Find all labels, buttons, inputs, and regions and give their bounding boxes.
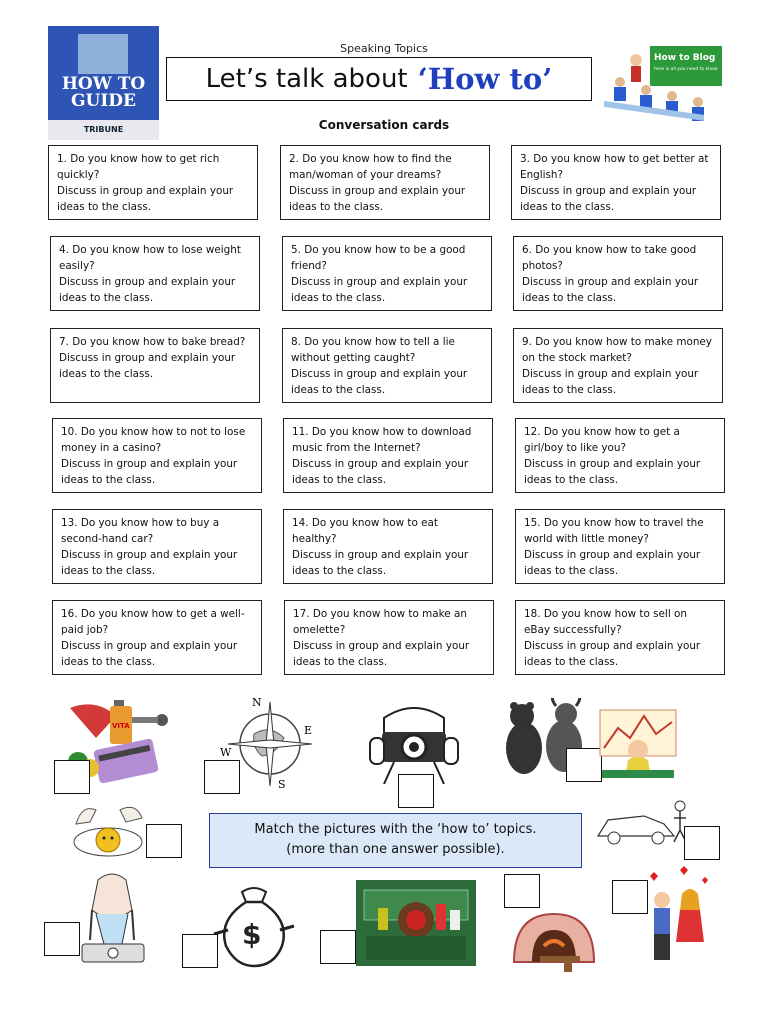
match-checkbox[interactable] bbox=[684, 826, 720, 860]
match-instruction-box bbox=[209, 813, 582, 868]
broken-egg-picture bbox=[66, 800, 150, 860]
conversation-card bbox=[50, 236, 260, 311]
cover-band: TRIBUNE bbox=[48, 120, 159, 140]
page-subtitle: Conversation cards bbox=[318, 118, 450, 132]
weight-scale-picture bbox=[68, 870, 158, 968]
conversation-card bbox=[515, 600, 725, 675]
stock-market-worker-picture bbox=[598, 708, 678, 780]
svg-text:$: $ bbox=[242, 918, 262, 951]
card-instruction: Discuss in group and explain your ideas to the class. bbox=[293, 640, 470, 668]
conversation-card bbox=[280, 145, 490, 220]
card-question: 16. Do you know how to get a well-paid job? bbox=[61, 608, 245, 636]
card-question: 1. Do you know how to get rich quickly? bbox=[57, 153, 220, 181]
page-top-label: Speaking Topics bbox=[340, 42, 428, 55]
card-question: 3. Do you know how to get better at English? bbox=[520, 153, 709, 181]
card-instruction: Discuss in group and explain your ideas to the class. bbox=[522, 368, 699, 396]
card-instruction: Discuss in group and explain your ideas to the class. bbox=[524, 640, 701, 668]
conversation-card bbox=[282, 328, 492, 403]
card-question: 10. Do you know how to not to lose money in a casino? bbox=[61, 426, 246, 454]
conversation-card bbox=[282, 236, 492, 311]
match-checkbox[interactable] bbox=[320, 930, 356, 964]
card-instruction: Discuss in group and explain your ideas to the class. bbox=[59, 352, 236, 380]
conversation-card bbox=[283, 418, 493, 493]
card-instruction: Discuss in group and explain your ideas to the class. bbox=[292, 458, 469, 486]
card-instruction: Discuss in group and explain your ideas to the class. bbox=[61, 549, 238, 577]
card-instruction: Discuss in group and explain your ideas to the class. bbox=[59, 276, 236, 304]
card-instruction: Discuss in group and explain your ideas to the class. bbox=[524, 458, 701, 486]
match-checkbox[interactable] bbox=[204, 760, 240, 794]
match-checkbox[interactable] bbox=[146, 824, 182, 858]
card-instruction: Discuss in group and explain your ideas to the class. bbox=[291, 368, 468, 396]
card-instruction: Discuss in group and explain your ideas to the class. bbox=[291, 276, 468, 304]
card-question: 12. Do you know how to get a girl/boy to like you? bbox=[524, 426, 680, 454]
card-question: 5. Do you know how to be a good friend? bbox=[291, 244, 466, 272]
conversation-card bbox=[511, 145, 721, 220]
card-instruction: Discuss in group and explain your ideas to the class. bbox=[520, 185, 697, 213]
cover-photo bbox=[78, 34, 128, 74]
card-question: 9. Do you know how to make money on the stock market? bbox=[522, 336, 712, 364]
card-instruction: Discuss in group and explain your ideas to the class. bbox=[289, 185, 466, 213]
couple-picture bbox=[640, 866, 716, 966]
money-bag-picture bbox=[212, 880, 296, 970]
match-checkbox[interactable] bbox=[504, 874, 540, 908]
page-title bbox=[166, 57, 592, 101]
card-question: 7. Do you know how to bake bread? bbox=[59, 336, 246, 348]
card-instruction: Discuss in group and explain your ideas to the class. bbox=[61, 640, 238, 668]
card-instruction: Discuss in group and explain your ideas to the class. bbox=[524, 549, 701, 577]
card-question: 11. Do you know how to download music from the Internet? bbox=[292, 426, 472, 454]
bread-oven-picture bbox=[504, 906, 604, 972]
how-to-guide-cover-image bbox=[48, 26, 159, 140]
match-checkbox[interactable] bbox=[44, 922, 80, 956]
svg-text:here is all you need to know: here is all you need to know bbox=[654, 67, 718, 72]
conversation-card bbox=[284, 600, 494, 675]
card-question: 6. Do you know how to take good photos? bbox=[522, 244, 697, 272]
cover-title: HOW TO GUIDE bbox=[61, 74, 146, 111]
card-question: 4. Do you know how to lose weight easily? bbox=[59, 244, 241, 272]
svg-text:S: S bbox=[278, 778, 286, 790]
card-question: 15. Do you know how to travel the world with little money? bbox=[524, 517, 704, 545]
title-highlight: ‘How to’ bbox=[417, 62, 553, 96]
photographer-picture bbox=[364, 698, 464, 784]
card-question: 2. Do you know how to find the man/woman of your dreams? bbox=[289, 153, 452, 181]
card-question: 13. Do you know how to buy a second-hand car? bbox=[61, 517, 220, 545]
conversation-card bbox=[515, 418, 725, 493]
conversation-card bbox=[513, 328, 723, 403]
conversation-card bbox=[515, 509, 725, 584]
how-to-blog-image bbox=[598, 42, 726, 130]
casino-table-picture bbox=[356, 880, 476, 966]
conversation-card bbox=[48, 145, 258, 220]
match-line-2: (more than one answer possible). bbox=[286, 842, 505, 857]
title-main: Let’s talk about bbox=[205, 64, 408, 94]
match-checkbox[interactable] bbox=[182, 934, 218, 968]
svg-text:W: W bbox=[220, 746, 232, 759]
conversation-card bbox=[52, 600, 262, 675]
match-checkbox[interactable] bbox=[54, 760, 90, 794]
card-instruction: Discuss in group and explain your ideas to the class. bbox=[292, 549, 469, 577]
card-question: 18. Do you know how to sell on eBay successfully? bbox=[524, 608, 687, 636]
card-question: 17. Do you know how to make an omelette? bbox=[293, 608, 467, 636]
match-checkbox[interactable] bbox=[566, 748, 602, 782]
conversation-card bbox=[283, 509, 493, 584]
svg-text:N: N bbox=[252, 696, 262, 709]
card-instruction: Discuss in group and explain your ideas to the class. bbox=[522, 276, 699, 304]
svg-text:VITA: VITA bbox=[112, 722, 130, 730]
conversation-card bbox=[50, 328, 260, 403]
card-instruction: Discuss in group and explain your ideas to the class. bbox=[57, 185, 234, 213]
match-checkbox[interactable] bbox=[612, 880, 648, 914]
conversation-card bbox=[52, 418, 262, 493]
svg-text:How to Blog: How to Blog bbox=[654, 53, 716, 63]
conversation-card bbox=[513, 236, 723, 311]
match-checkbox[interactable] bbox=[398, 774, 434, 808]
card-instruction: Discuss in group and explain your ideas to the class. bbox=[61, 458, 238, 486]
conversation-card bbox=[52, 509, 262, 584]
match-line-1: Match the pictures with the ‘how to’ topics. bbox=[254, 822, 537, 837]
card-question: 14. Do you know how to eat healthy? bbox=[292, 517, 438, 545]
svg-text:E: E bbox=[304, 724, 313, 737]
card-question: 8. Do you know how to tell a lie without getting caught? bbox=[291, 336, 455, 364]
